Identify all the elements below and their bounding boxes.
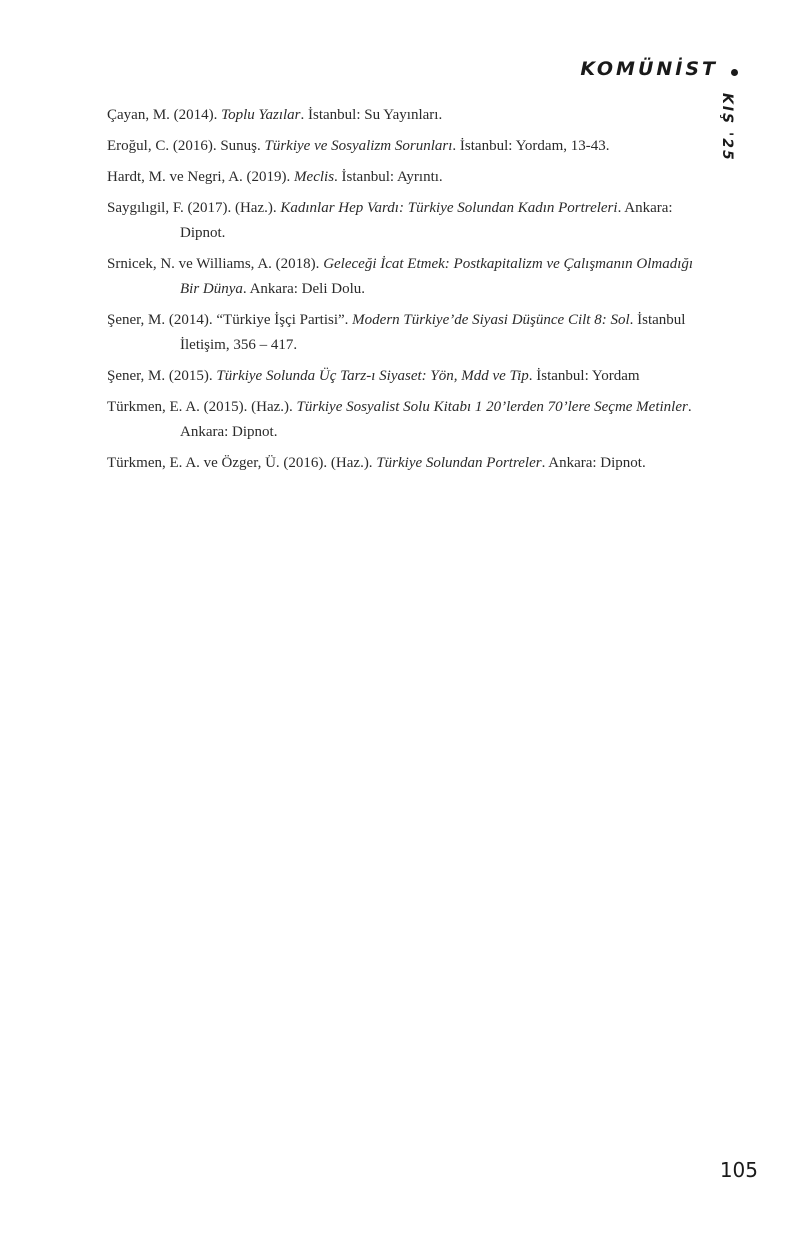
reference-entry [107, 134, 697, 159]
reference-publisher: . İstanbul: Yordam, 13-43. [452, 138, 610, 154]
header-bullet [731, 69, 738, 76]
reference-author-date: Şener, M. (2015). [107, 368, 217, 384]
reference-author-date: Srnicek, N. ve Williams, A. (2018). [107, 256, 324, 272]
reference-publisher: . Ankara: Dipnot. [541, 455, 646, 471]
reference-entry [107, 308, 697, 358]
reference-title: Türkiye Sosyalist Solu Kitabı 1 20’lerden 70’lere Seçme Metinler [296, 399, 688, 415]
reference-author-date: Çayan, M. (2014). [107, 107, 222, 123]
reference-publisher: . Ankara: Deli Dolu. [242, 281, 365, 297]
reference-author-date: Eroğul, C. (2016). Sunuş. [107, 138, 265, 154]
reference-entry [107, 364, 697, 389]
reference-author-date: Türkmen, E. A. ve Özger, Ü. (2016). (Haz.). [107, 455, 377, 471]
page-number: 105 [719, 1158, 758, 1182]
reference-entry [107, 196, 697, 246]
reference-entry [107, 451, 697, 476]
reference-title: Geleceği İcat Etmek: Postkapitalizm ve Çalışmanın Olmadığı Bir Dünya [180, 256, 694, 297]
reference-publisher: . İstanbul: Yordam [528, 368, 640, 384]
reference-entry [107, 395, 697, 445]
reference-title: Türkiye ve Sosyalizm Sorunları [264, 138, 453, 154]
reference-title: Toplu Yazılar [221, 107, 301, 123]
reference-title: Türkiye Solunda Üç Tarz-ı Siyaset: Yön, Mdd ve Tip [216, 368, 529, 384]
reference-publisher: . İstanbul: Ayrıntı. [334, 169, 443, 185]
reference-entry [107, 103, 697, 128]
magazine-title: KOMÜNİST [580, 58, 718, 80]
reference-author-date: Şener, M. (2014). “Türkiye İşçi Partisi”. [107, 312, 353, 328]
reference-author-date: Hardt, M. ve Negri, A. (2019). [107, 169, 295, 185]
issue-label: KIŞ '25 [719, 93, 735, 162]
reference-publisher: . Ankara: Dipnot. [180, 399, 692, 440]
reference-publisher: . İstanbul İletişim, 356 – 417. [180, 312, 686, 353]
reference-author-date: Saygılıgil, F. (2017). (Haz.). [107, 200, 281, 216]
reference-entry [107, 252, 697, 302]
reference-title: Meclis [294, 169, 335, 185]
reference-entry [107, 165, 697, 190]
reference-title: Modern Türkiye’de Siyasi Düşünce Cilt 8: Sol [352, 312, 630, 328]
reference-author-date: Türkmen, E. A. (2015). (Haz.). [107, 399, 297, 415]
reference-publisher: . İstanbul: Su Yayınları. [300, 107, 443, 123]
reference-title: Türkiye Solundan Portreler [376, 455, 542, 471]
reference-publisher: . Ankara: Dipnot. [180, 200, 673, 241]
reference-title: Kadınlar Hep Vardı: Türkiye Solundan Kadın Portreleri [280, 200, 618, 216]
reference-list [107, 103, 697, 482]
